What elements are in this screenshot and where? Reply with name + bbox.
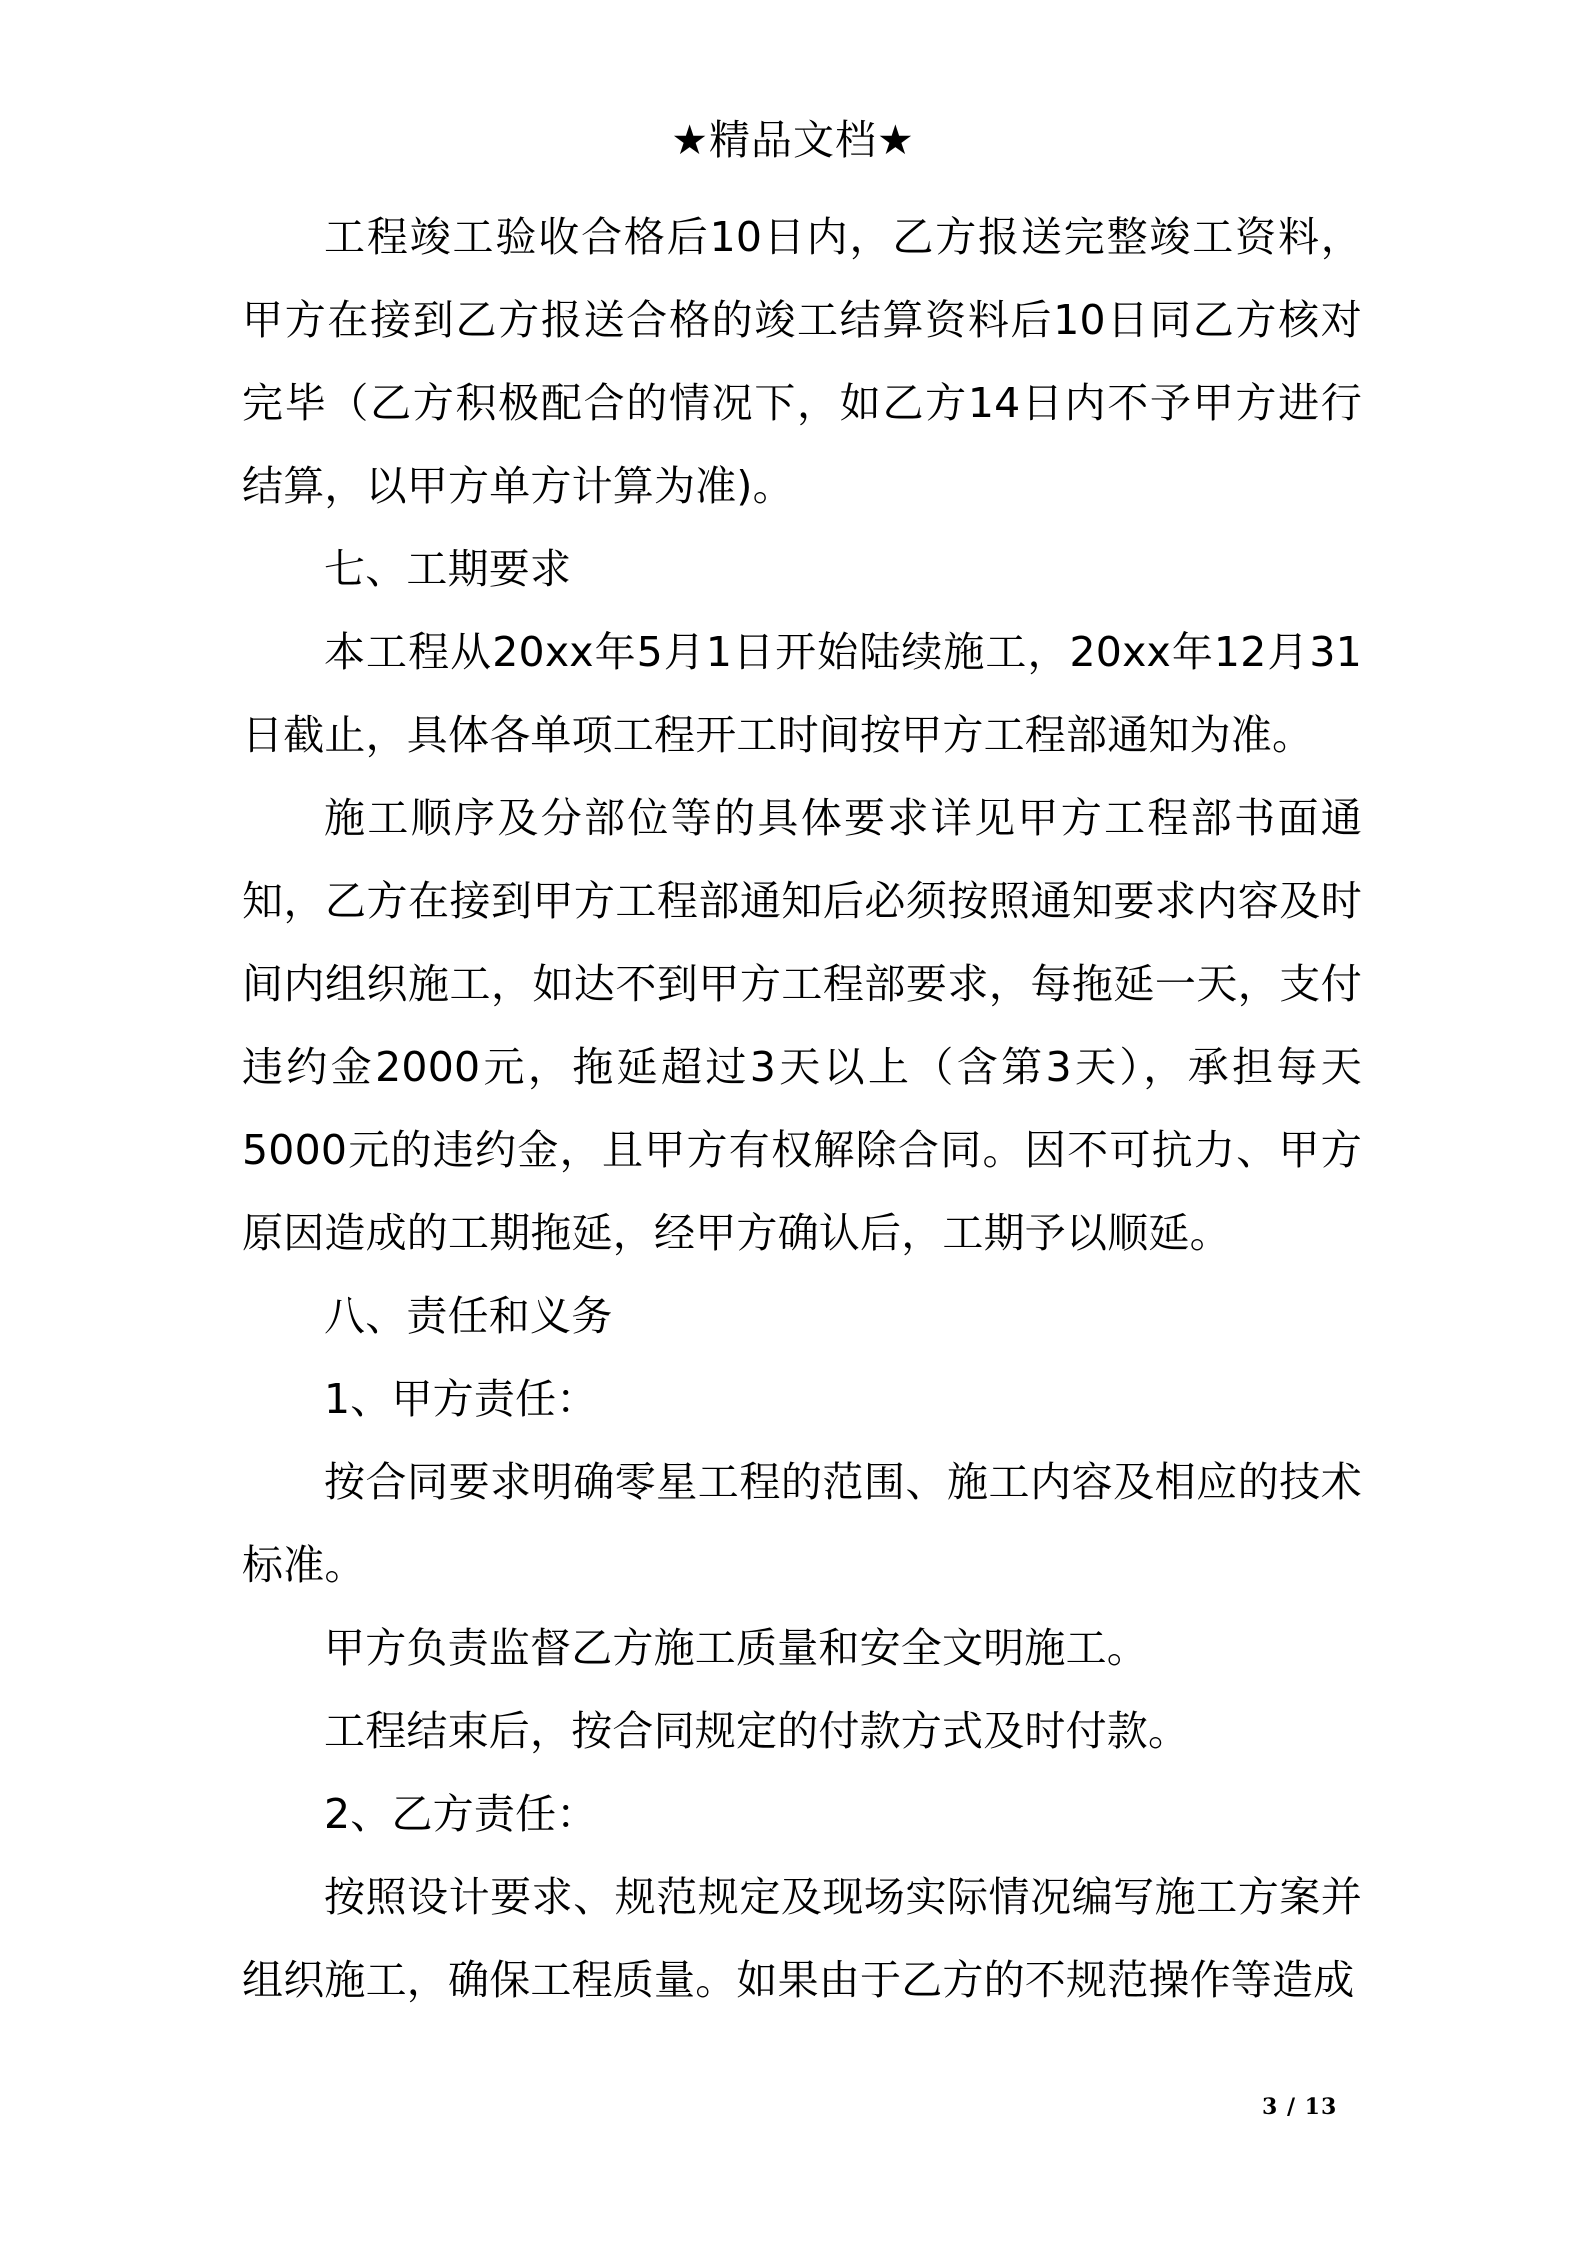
subheading-party-a: 1、甲方责任： bbox=[324, 1375, 598, 1423]
paragraph-party-a-supervision: 甲方负责监督乙方施工质量和安全文明施工。 bbox=[324, 1624, 1148, 1672]
paragraph-construction-order: 施工顺序及分部位等的具体要求详见甲方工程部书面通知，乙方在接到甲方工程部通知后必须按照通知要求内容及时间内组织施工，如达不到甲方工程部要求，每拖延一天，支付违约金2000元，拖延超过3天以上（含第3天），承担每天5000元的违约金，且甲方有权解除合同。因不可抗力、甲方原因造成的工期拖延，经甲方确认后，工期予以顺延。 bbox=[242, 794, 1362, 1257]
page-number: 3 / 13 bbox=[1262, 2094, 1338, 2120]
paragraph-party-a-scope: 按合同要求明确零星工程的范围、施工内容及相应的技术标准。 bbox=[242, 1458, 1362, 1589]
paragraph-schedule-dates: 本工程从20xx年5月1日开始陆续施工，20xx年12月31日截止，具体各单项工程开工时间按甲方工程部通知为准。 bbox=[242, 628, 1362, 759]
paragraph-party-b-plan: 按照设计要求、规范规定及现场实际情况编写施工方案并组织施工，确保工程质量。如果由于乙方的不规范操作等造成 bbox=[242, 1873, 1362, 2004]
document-body bbox=[242, 196, 1362, 2022]
section-heading-responsibilities: 八、责任和义务 bbox=[324, 1292, 613, 1340]
paragraph-settlement: 工程竣工验收合格后10日内，乙方报送完整竣工资料，甲方在接到乙方报送合格的竣工结算资料后10日同乙方核对完毕（乙方积极配合的情况下，如乙方14日内不予甲方进行结算，以甲方单方计算为准)。 bbox=[242, 213, 1362, 510]
subheading-party-b: 2、乙方责任： bbox=[324, 1790, 598, 1838]
page-header: ★精品文档★ bbox=[671, 116, 915, 164]
paragraph-party-a-payment: 工程结束后，按合同规定的付款方式及时付款。 bbox=[324, 1707, 1190, 1755]
section-heading-schedule: 七、工期要求 bbox=[324, 545, 572, 593]
